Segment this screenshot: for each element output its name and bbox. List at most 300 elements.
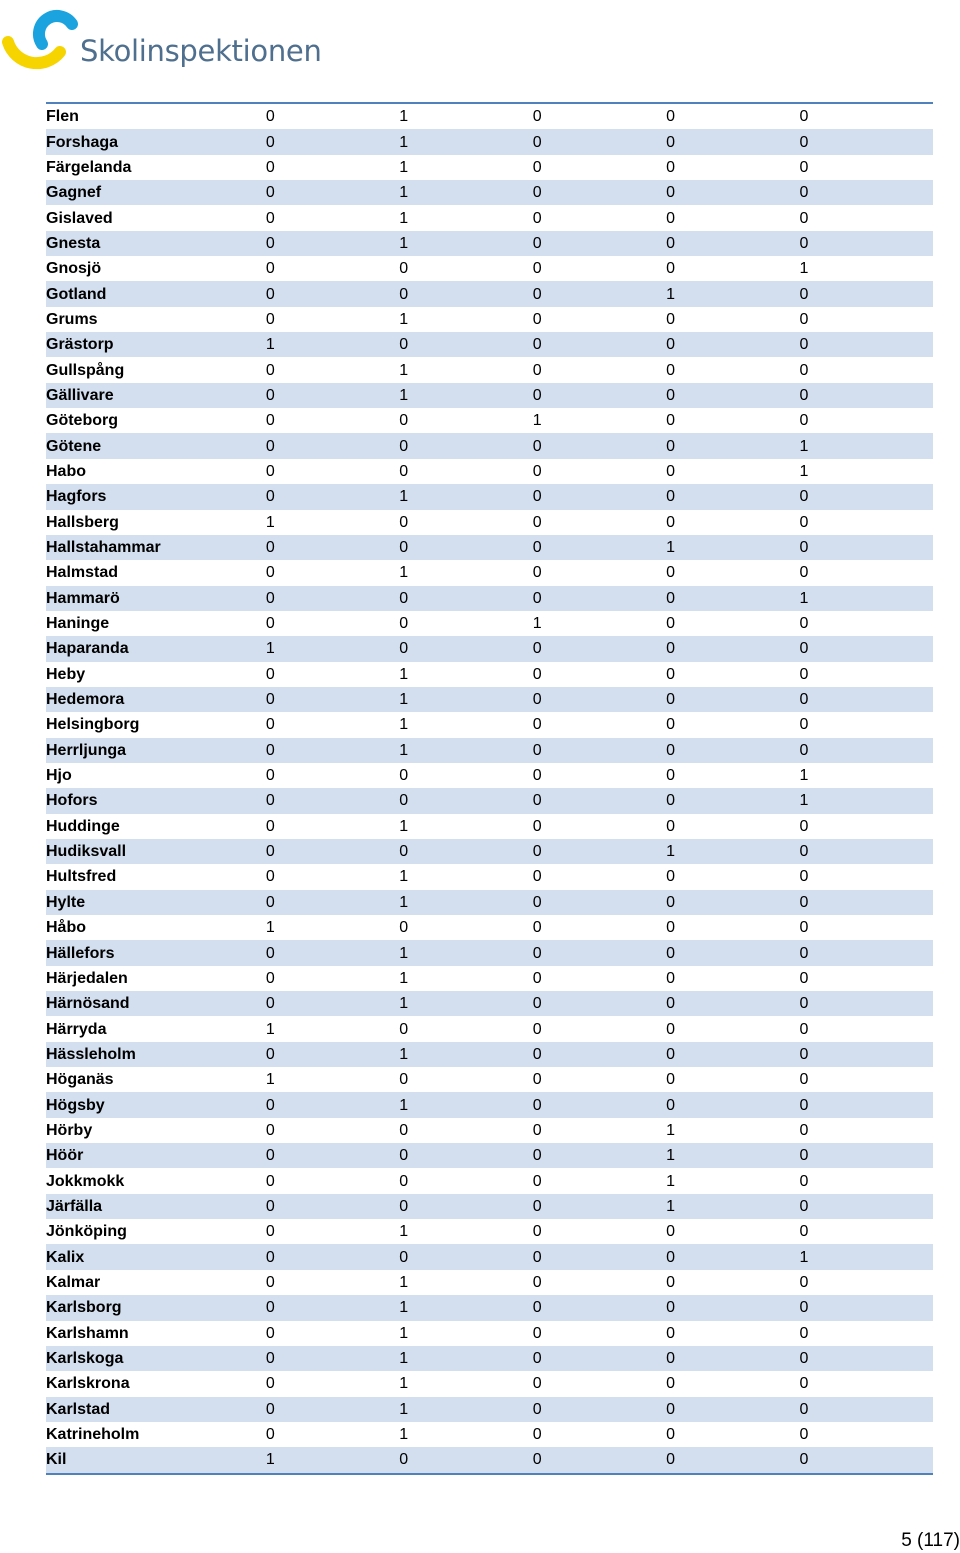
municipality-name: Härnösand	[46, 991, 266, 1016]
value-cell-1: 0	[265, 1375, 275, 1393]
value-cell-4: 0	[666, 361, 676, 379]
value-cell-1: 0	[266, 586, 399, 611]
value-cell-2: 0	[399, 1194, 532, 1219]
value-cell-2: 1	[399, 817, 409, 835]
value-cell-2: 0	[399, 615, 409, 633]
value-cell-3: 0	[532, 564, 542, 582]
value-cell-3: 0	[533, 1447, 666, 1473]
value-cell-1: 0	[266, 180, 399, 205]
value-cell-1: 0	[265, 310, 275, 328]
value-cell-2: 1	[399, 1092, 532, 1117]
value-cell-1: 0	[265, 665, 275, 683]
municipality-name: Karlsborg	[46, 1295, 266, 1320]
value-cell-5: 1	[800, 586, 933, 611]
value-cell-1: 1	[265, 513, 275, 531]
value-cell-4: 0	[666, 586, 799, 611]
value-cell-1: 1	[265, 1071, 275, 1089]
value-cell-2: 1	[399, 564, 409, 582]
value-cell-2: 1	[399, 665, 409, 683]
logo	[0, 0, 330, 82]
value-cell-4: 0	[666, 180, 799, 205]
value-cell-2: 0	[399, 636, 532, 661]
value-cell-1: 0	[266, 484, 399, 509]
value-cell-2: 1	[399, 716, 409, 734]
value-cell-4: 0	[666, 615, 676, 633]
value-cell-4: 1	[666, 1172, 676, 1190]
value-cell-5: 0	[800, 383, 933, 408]
municipality-name: Härjedalen	[46, 969, 128, 987]
municipality-name: Kil	[46, 1447, 266, 1473]
value-cell-2: 1	[399, 1397, 532, 1422]
value-cell-5: 0	[799, 1020, 809, 1038]
value-cell-1: 0	[265, 817, 275, 835]
municipality-name: Hörby	[46, 1121, 93, 1139]
value-cell-4: 0	[666, 817, 676, 835]
municipality-name: Heby	[46, 665, 86, 683]
value-cell-3: 0	[532, 665, 542, 683]
value-cell-1: 0	[265, 1273, 275, 1291]
municipality-name: Karlskoga	[46, 1346, 266, 1371]
value-cell-2: 0	[399, 535, 532, 560]
value-cell-1: 0	[266, 687, 399, 712]
table-row	[46, 535, 933, 560]
table-row	[46, 1397, 933, 1422]
value-cell-3: 0	[532, 108, 542, 126]
value-cell-2: 0	[399, 586, 532, 611]
municipality-name: Kalix	[46, 1244, 266, 1269]
table-row	[46, 281, 933, 306]
value-cell-5: 0	[800, 1295, 933, 1320]
table-row	[46, 408, 933, 433]
municipality-name: Forshaga	[46, 129, 266, 154]
value-cell-4: 0	[666, 1020, 676, 1038]
value-cell-2: 1	[399, 940, 532, 965]
value-cell-2: 0	[399, 919, 409, 937]
value-cell-4: 0	[666, 1223, 676, 1241]
value-cell-5: 0	[800, 1397, 933, 1422]
value-cell-3: 0	[532, 1375, 542, 1393]
value-cell-1: 0	[265, 1324, 275, 1342]
value-cell-5: 1	[799, 260, 809, 278]
value-cell-2: 0	[399, 1447, 532, 1473]
value-cell-2: 1	[399, 1042, 532, 1067]
table-row	[46, 1219, 933, 1244]
value-cell-5: 0	[800, 940, 933, 965]
table-row	[46, 1321, 933, 1346]
municipality-name: Hultsfred	[46, 868, 117, 886]
value-cell-3: 0	[532, 716, 542, 734]
value-cell-3: 0	[532, 1172, 542, 1190]
value-cell-3: 0	[533, 738, 666, 763]
value-cell-5: 0	[799, 716, 809, 734]
table-row	[46, 231, 933, 256]
value-cell-3: 0	[533, 1397, 666, 1422]
municipality-name: Gagnef	[46, 180, 266, 205]
table-row	[46, 915, 933, 940]
municipality-name: Helsingborg	[46, 716, 140, 734]
municipality-name: Hudiksvall	[46, 839, 266, 864]
value-cell-4: 0	[666, 1397, 799, 1422]
value-cell-5: 0	[800, 332, 933, 357]
table-row	[46, 560, 933, 585]
value-cell-4: 0	[666, 158, 676, 176]
value-cell-1: 0	[265, 1426, 275, 1444]
municipality-name: Härryda	[46, 1020, 107, 1038]
value-cell-1: 0	[266, 129, 399, 154]
value-cell-1: 0	[266, 1397, 399, 1422]
value-cell-5: 1	[800, 433, 933, 458]
value-cell-3: 0	[532, 158, 542, 176]
value-cell-1: 1	[265, 1020, 275, 1038]
value-cell-3: 0	[533, 940, 666, 965]
value-cell-3: 0	[532, 767, 542, 785]
value-cell-1: 0	[266, 433, 399, 458]
value-cell-2: 1	[399, 180, 532, 205]
value-cell-3: 0	[533, 1042, 666, 1067]
value-cell-3: 0	[532, 817, 542, 835]
value-cell-2: 1	[399, 310, 409, 328]
municipality-name: Hylte	[46, 890, 266, 915]
value-cell-2: 0	[399, 513, 409, 531]
municipality-name: Gullspång	[46, 361, 125, 379]
value-cell-3: 0	[533, 281, 666, 306]
value-cell-3: 0	[533, 1143, 666, 1168]
table-row	[46, 738, 933, 763]
value-cell-4: 0	[666, 1092, 799, 1117]
table-row	[46, 1168, 933, 1193]
value-cell-4: 0	[666, 209, 676, 227]
table-row	[46, 1067, 933, 1092]
table-row	[46, 155, 933, 180]
value-cell-3: 0	[533, 788, 666, 813]
table-row	[46, 1042, 933, 1067]
municipality-name: Färgelanda	[46, 158, 132, 176]
data-table	[46, 102, 933, 1475]
municipality-name: Hallsberg	[46, 513, 119, 531]
table-row	[46, 966, 933, 991]
value-cell-5: 0	[799, 868, 809, 886]
municipality-name: Jönköping	[46, 1223, 127, 1241]
value-cell-4: 0	[666, 412, 676, 430]
value-cell-4: 0	[666, 716, 676, 734]
value-cell-5: 0	[799, 817, 809, 835]
table-row	[46, 1422, 933, 1447]
value-cell-1: 0	[265, 108, 275, 126]
value-cell-5: 0	[799, 1121, 809, 1139]
value-cell-4: 0	[666, 919, 676, 937]
value-cell-4: 0	[666, 687, 799, 712]
municipality-name: Haninge	[46, 615, 110, 633]
table-body	[46, 103, 933, 1474]
table-row	[46, 1194, 933, 1219]
municipality-name: Habo	[46, 462, 86, 480]
value-cell-4: 0	[666, 564, 676, 582]
value-cell-5: 0	[799, 1426, 809, 1444]
value-cell-4: 0	[666, 636, 799, 661]
value-cell-3: 0	[533, 535, 666, 560]
value-cell-3: 0	[533, 383, 666, 408]
value-cell-5: 0	[799, 361, 809, 379]
value-cell-4: 0	[666, 484, 799, 509]
table-row	[46, 940, 933, 965]
value-cell-4: 0	[666, 383, 799, 408]
table-row	[46, 788, 933, 813]
value-cell-4: 0	[666, 1273, 676, 1291]
value-cell-3: 0	[533, 1092, 666, 1117]
value-cell-2: 1	[399, 209, 409, 227]
value-cell-3: 0	[533, 180, 666, 205]
value-cell-4: 0	[666, 1447, 799, 1473]
municipality-name: Götene	[46, 433, 266, 458]
value-cell-2: 1	[399, 1223, 409, 1241]
value-cell-4: 0	[666, 260, 676, 278]
value-cell-2: 0	[399, 1020, 409, 1038]
value-cell-1: 0	[265, 1121, 275, 1139]
value-cell-5: 0	[800, 687, 933, 712]
value-cell-4: 0	[666, 738, 799, 763]
municipality-name: Hagfors	[46, 484, 266, 509]
value-cell-4: 0	[666, 665, 676, 683]
table-row	[46, 103, 933, 129]
municipality-name: Haparanda	[46, 636, 266, 661]
value-cell-3: 0	[533, 332, 666, 357]
value-cell-4: 1	[666, 1194, 799, 1219]
value-cell-3: 0	[533, 129, 666, 154]
municipality-name: Järfälla	[46, 1194, 266, 1219]
value-cell-2: 1	[399, 361, 409, 379]
page-number: 5 (117)	[901, 1530, 960, 1551]
value-cell-5: 0	[799, 969, 809, 987]
value-cell-1: 0	[265, 462, 275, 480]
table-row	[46, 1092, 933, 1117]
value-cell-1: 0	[266, 940, 399, 965]
value-cell-1: 0	[266, 281, 399, 306]
value-cell-5: 0	[800, 180, 933, 205]
value-cell-5: 0	[799, 412, 809, 430]
value-cell-4: 0	[666, 940, 799, 965]
value-cell-1: 0	[266, 991, 399, 1016]
value-cell-1: 0	[265, 767, 275, 785]
value-cell-2: 0	[399, 332, 532, 357]
value-cell-4: 0	[666, 1295, 799, 1320]
value-cell-2: 1	[399, 1295, 532, 1320]
municipality-name: Hässleholm	[46, 1042, 266, 1067]
value-cell-4: 0	[666, 108, 676, 126]
value-cell-1: 0	[266, 1042, 399, 1067]
municipality-name: Högsby	[46, 1092, 266, 1117]
value-cell-1: 0	[265, 564, 275, 582]
municipality-name: Håbo	[46, 919, 86, 937]
municipality-name: Grästorp	[46, 332, 266, 357]
value-cell-3: 0	[533, 1295, 666, 1320]
value-cell-5: 0	[799, 1273, 809, 1291]
logo-text: Skolinspektionen	[80, 34, 322, 68]
value-cell-5: 0	[799, 564, 809, 582]
value-cell-4: 0	[666, 991, 799, 1016]
value-cell-2: 0	[399, 1143, 532, 1168]
value-cell-2: 0	[399, 839, 532, 864]
value-cell-2: 0	[399, 260, 409, 278]
value-cell-3: 0	[533, 687, 666, 712]
value-cell-4: 1	[666, 1143, 799, 1168]
table-row	[46, 1371, 933, 1396]
value-cell-1: 0	[266, 1244, 399, 1269]
municipality-name: Hjo	[46, 767, 72, 785]
value-cell-2: 0	[399, 462, 409, 480]
value-cell-3: 0	[533, 586, 666, 611]
value-cell-1: 0	[265, 1223, 275, 1241]
value-cell-5: 0	[800, 991, 933, 1016]
value-cell-3: 0	[532, 1020, 542, 1038]
value-cell-1: 0	[266, 1143, 399, 1168]
value-cell-3: 0	[533, 991, 666, 1016]
value-cell-5: 0	[800, 1346, 933, 1371]
value-cell-5: 0	[800, 1143, 933, 1168]
value-cell-3: 0	[532, 1273, 542, 1291]
value-cell-1: 0	[266, 231, 399, 256]
table-row	[46, 484, 933, 509]
municipality-name: Höganäs	[46, 1071, 114, 1089]
value-cell-4: 0	[666, 1375, 676, 1393]
municipality-name: Kalmar	[46, 1273, 101, 1291]
value-cell-4: 0	[666, 462, 676, 480]
value-cell-3: 0	[533, 1346, 666, 1371]
value-cell-1: 0	[265, 615, 275, 633]
value-cell-1: 0	[265, 716, 275, 734]
table-row	[46, 1244, 933, 1269]
table-row	[46, 1143, 933, 1168]
table-row	[46, 307, 933, 332]
value-cell-1: 0	[266, 890, 399, 915]
value-cell-4: 0	[666, 310, 676, 328]
value-cell-5: 0	[800, 1042, 933, 1067]
value-cell-4: 1	[666, 535, 799, 560]
value-cell-2: 0	[399, 412, 409, 430]
value-cell-1: 0	[266, 788, 399, 813]
municipality-name: Flen	[46, 108, 79, 126]
table-row	[46, 687, 933, 712]
municipality-name: Gotland	[46, 281, 266, 306]
value-cell-4: 0	[666, 969, 676, 987]
value-cell-3: 0	[533, 890, 666, 915]
value-cell-3: 0	[532, 310, 542, 328]
value-cell-5: 0	[799, 665, 809, 683]
value-cell-2: 0	[399, 1244, 532, 1269]
table-row	[46, 662, 933, 687]
value-cell-3: 0	[532, 1223, 542, 1241]
value-cell-3: 0	[532, 1426, 542, 1444]
value-cell-2: 1	[399, 383, 532, 408]
table-row	[46, 814, 933, 839]
value-cell-5: 1	[799, 462, 809, 480]
value-cell-5: 0	[799, 108, 809, 126]
value-cell-5: 0	[799, 1375, 809, 1393]
value-cell-3: 0	[533, 484, 666, 509]
value-cell-2: 0	[399, 1121, 409, 1139]
municipality-name: Gällivare	[46, 383, 266, 408]
value-cell-1: 0	[265, 158, 275, 176]
value-cell-4: 0	[666, 868, 676, 886]
value-cell-3: 0	[533, 231, 666, 256]
value-cell-5: 0	[800, 738, 933, 763]
value-cell-5: 0	[799, 513, 809, 531]
value-cell-2: 1	[399, 484, 532, 509]
municipality-name: Hedemora	[46, 687, 266, 712]
value-cell-4: 0	[666, 890, 799, 915]
value-cell-3: 0	[532, 919, 542, 937]
value-cell-2: 0	[399, 1071, 409, 1089]
value-cell-3: 0	[532, 1324, 542, 1342]
table-row	[46, 256, 933, 281]
value-cell-2: 1	[399, 158, 409, 176]
value-cell-3: 0	[533, 433, 666, 458]
table-row	[46, 712, 933, 737]
value-cell-2: 1	[399, 868, 409, 886]
municipality-name: Herrljunga	[46, 738, 266, 763]
value-cell-3: 1	[532, 615, 542, 633]
value-cell-4: 0	[666, 433, 799, 458]
municipality-name: Karlshamn	[46, 1324, 129, 1342]
value-cell-3: 0	[532, 1071, 542, 1089]
municipality-name: Karlskrona	[46, 1375, 130, 1393]
table-row	[46, 1346, 933, 1371]
value-cell-2: 1	[399, 108, 409, 126]
table-row	[46, 357, 933, 382]
value-cell-2: 0	[399, 281, 532, 306]
table-row	[46, 611, 933, 636]
value-cell-5: 0	[800, 839, 933, 864]
value-cell-5: 1	[800, 788, 933, 813]
value-cell-1: 0	[266, 1092, 399, 1117]
value-cell-2: 0	[399, 788, 532, 813]
value-cell-4: 0	[666, 1346, 799, 1371]
value-cell-4: 0	[666, 788, 799, 813]
table-row	[46, 129, 933, 154]
value-cell-5: 0	[800, 535, 933, 560]
value-cell-4: 1	[666, 839, 799, 864]
value-cell-2: 1	[399, 1346, 532, 1371]
municipality-name: Katrineholm	[46, 1426, 140, 1444]
value-cell-1: 0	[266, 1194, 399, 1219]
municipality-name: Hallstahammar	[46, 535, 266, 560]
value-cell-2: 1	[399, 1324, 409, 1342]
value-cell-2: 1	[399, 991, 532, 1016]
municipality-name: Hofors	[46, 788, 266, 813]
value-cell-4: 0	[666, 332, 799, 357]
value-cell-3: 0	[532, 868, 542, 886]
value-cell-5: 0	[799, 1324, 809, 1342]
table-row	[46, 1270, 933, 1295]
value-cell-4: 0	[666, 1244, 799, 1269]
value-cell-1: 0	[265, 361, 275, 379]
value-cell-5: 1	[799, 767, 809, 785]
value-cell-4: 0	[666, 1426, 676, 1444]
table-row	[46, 383, 933, 408]
municipality-name: Göteborg	[46, 412, 118, 430]
value-cell-4: 1	[666, 281, 799, 306]
table-row	[46, 510, 933, 535]
value-cell-2: 1	[399, 969, 409, 987]
value-cell-2: 0	[399, 433, 532, 458]
value-cell-3: 1	[532, 412, 542, 430]
value-cell-1: 0	[265, 1172, 275, 1190]
value-cell-5: 0	[799, 615, 809, 633]
value-cell-1: 0	[265, 412, 275, 430]
table-row	[46, 1118, 933, 1143]
value-cell-2: 1	[399, 890, 532, 915]
value-cell-3: 0	[533, 1194, 666, 1219]
value-cell-4: 0	[666, 1071, 676, 1089]
